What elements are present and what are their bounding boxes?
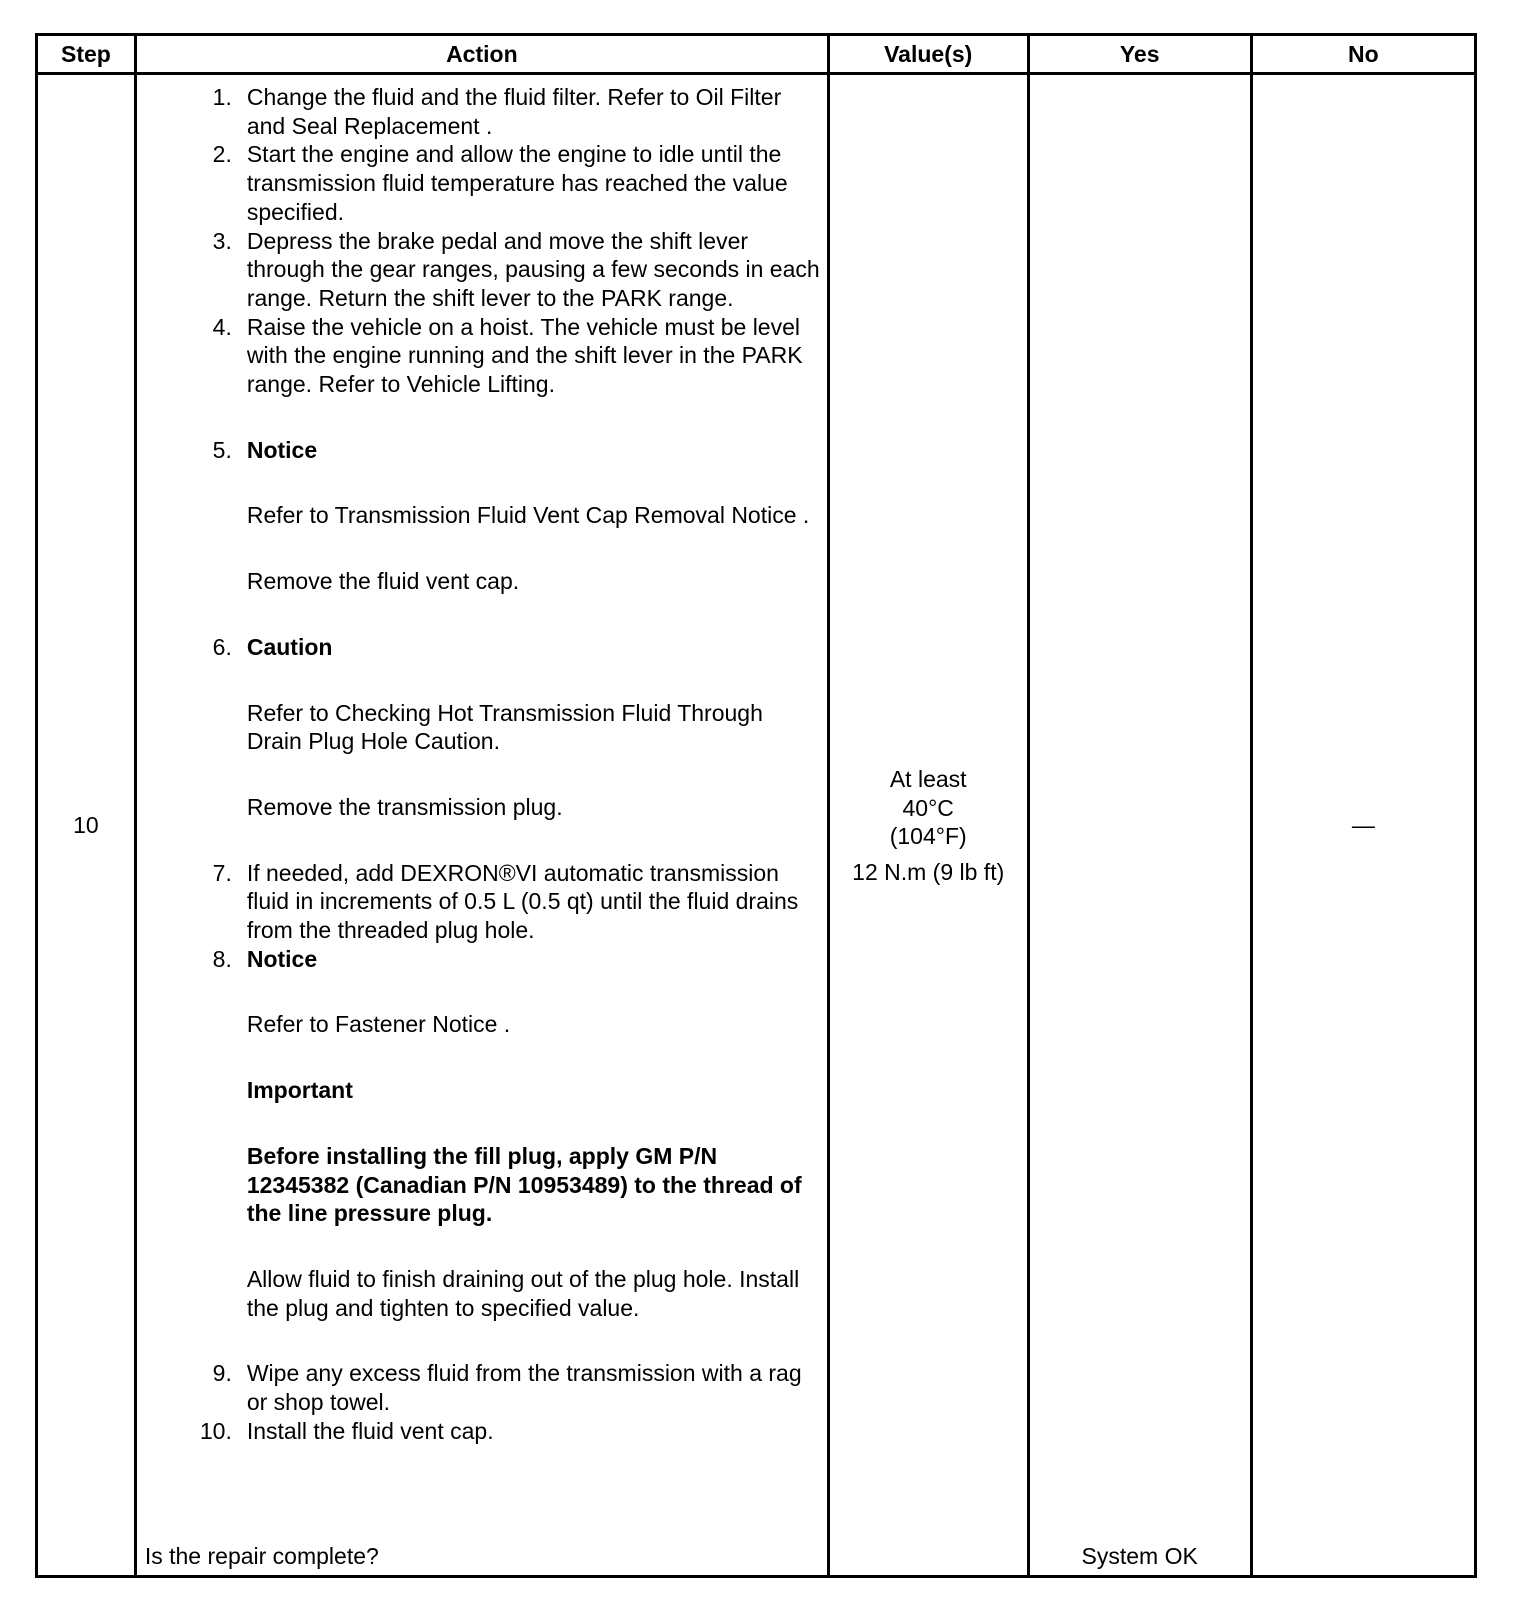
no-header: No — [1251, 35, 1475, 74]
item-number: 4. — [212, 313, 232, 340]
important-text: Before installing the fill plug, apply GM P/N 12345382 (Canadian P/N 10953489) to the thread of the line pressure plug. — [246, 1142, 802, 1227]
item-text: Install the fluid vent cap. — [246, 1417, 494, 1444]
values-cell — [828, 74, 1028, 1577]
item-text: Remove the fluid vent cap. — [246, 568, 520, 595]
step-header: Step — [37, 35, 136, 74]
item-number: 6. — [212, 633, 232, 660]
action-cell — [135, 74, 828, 1577]
list-item — [145, 1359, 821, 1416]
item-number: 5. — [212, 436, 232, 463]
list-item — [145, 945, 821, 1323]
notice-text: Refer to Fastener Notice . — [246, 1011, 511, 1038]
important-heading: Important — [246, 1077, 353, 1104]
item-text: Remove the transmission plug. — [246, 793, 563, 820]
item-text: Start the engine and allow the engine to idle until the transmission fluid temperature has reached the value specified. — [246, 141, 788, 225]
item-text: Allow fluid to finish draining out of the plug hole. Install the plug and tighten to specified value. — [246, 1265, 800, 1321]
torque-value: 12 N.m (9 lb ft) — [852, 859, 1005, 885]
list-item — [145, 859, 821, 945]
item-number: 2. — [212, 141, 232, 168]
item-text: Depress the brake pedal and move the shift lever through the gear ranges, pausing a few seconds in each range. Return the shift lever to the PARK range. — [246, 227, 820, 311]
item-number: 3. — [212, 227, 232, 254]
list-item — [145, 436, 821, 596]
notice-heading: Notice — [246, 436, 318, 463]
list-item — [145, 313, 821, 399]
item-text: Raise the vehicle on a hoist. The vehicle must be level with the engine running and the shift lever in the PARK range. Refer to Vehicle Lifting. — [246, 313, 803, 398]
notice-text: Refer to Transmission Fluid Vent Cap Removal Notice . — [246, 502, 810, 529]
yes-cell: System OK — [1028, 74, 1251, 1577]
diagnostic-table — [35, 33, 1477, 1578]
item-text: If needed, add DEXRON®VI automatic transmission fluid in increments of 0.5 L (0.5 qt) until the fluid drains from the threaded plug hole. — [246, 859, 799, 944]
table-row — [37, 74, 1476, 1577]
item-number: 8. — [212, 945, 232, 972]
step-number: 10 — [37, 74, 136, 1577]
item-text: Change the fluid and the fluid filter. Refer to Oil Filter and Seal Replacement . — [246, 84, 782, 139]
caution-heading: Caution — [246, 633, 333, 660]
caution-text: Refer to Checking Hot Transmission Fluid Through Drain Plug Hole Caution. — [246, 699, 763, 755]
list-item — [145, 140, 821, 226]
question-text: Is the repair complete? — [144, 1543, 379, 1570]
list-item — [145, 227, 821, 313]
item-number: 10. — [199, 1417, 232, 1444]
list-item — [145, 1417, 821, 1446]
item-number: 9. — [212, 1360, 232, 1387]
action-list — [145, 83, 821, 1446]
item-text: Wipe any excess fluid from the transmission with a rag or shop towel. — [246, 1360, 802, 1416]
notice-heading: Notice — [246, 945, 318, 972]
list-item — [145, 633, 821, 822]
item-number: 1. — [212, 84, 232, 110]
temperature-value: At least 40°C (104°F) — [889, 766, 967, 850]
header-row — [37, 35, 1476, 74]
yes-header: Yes — [1028, 35, 1251, 74]
action-header: Action — [135, 35, 828, 74]
item-number: 7. — [212, 859, 232, 886]
list-item — [145, 83, 821, 140]
values-header: Value(s) — [828, 35, 1028, 74]
no-cell: — — [1251, 74, 1475, 1577]
